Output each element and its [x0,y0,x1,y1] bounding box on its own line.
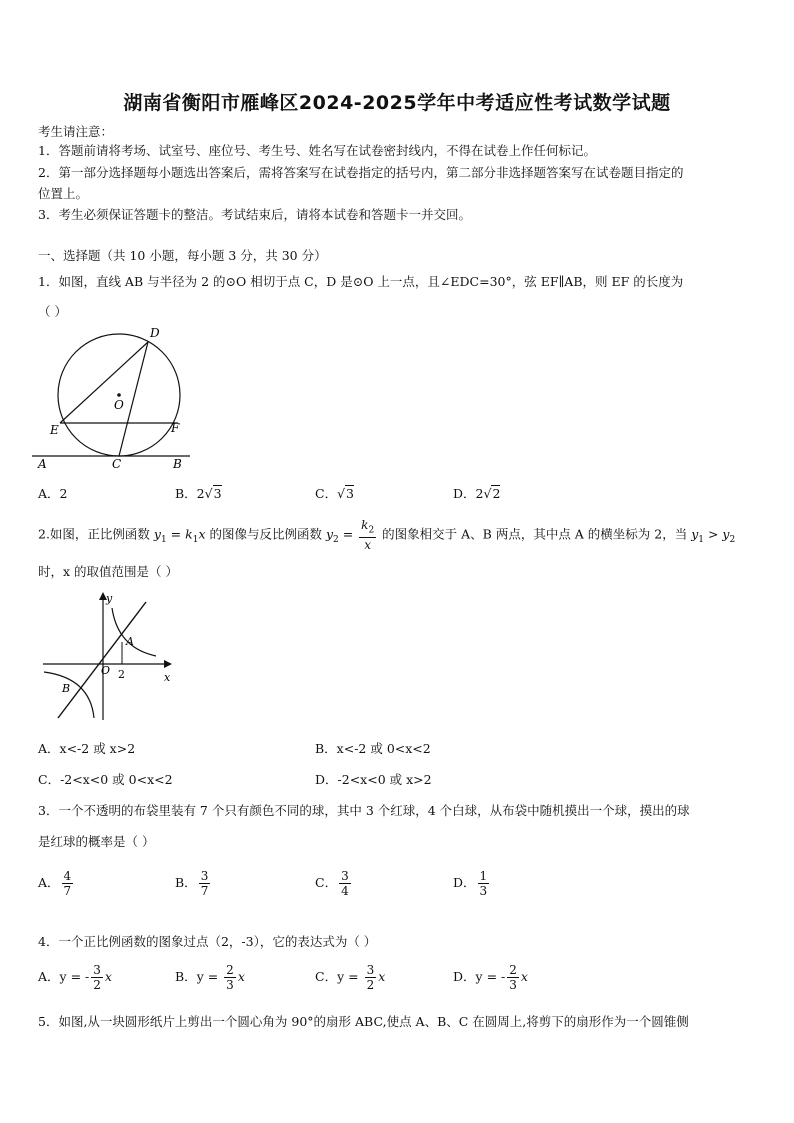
q4-option-b: B．y = $\frac{2}{3}$ x [175,963,245,992]
q3-option-a: A． $\frac{4}{7}$ [38,869,72,898]
q3-option-b: B． $\frac{3}{7}$ [175,869,209,898]
label-O: O [101,664,111,677]
label-y: y [106,592,113,605]
label-F: F [171,421,180,435]
notice-item: 1．答题前请将考场、试室号、座位号、考生号、姓名写在试卷密封线内，不得在试卷上作任何标记。 [38,143,596,158]
q2-option-b: B．x<-2 或 0<x<2 [315,741,431,756]
section-heading: 一、选择题（共 10 小题，每小题 3 分，共 30 分） [38,248,327,263]
q3-text-line2: 是红球的概率是（ ） [38,834,155,849]
q2-figure [38,590,178,722]
q4-option-c: C．y = $\frac{3}{2}$ x [315,963,386,992]
page-title: 湖南省衡阳市雁峰区2024-2025学年中考适应性考试数学试题 [123,92,671,114]
q2-text: 2.如图，正比例函数 $y_1 = k_1x$ 的图像与反比例函数 $y_2$ = $\frac{k_2}{x}$ 的图象相交于 A、B 两点，其中点 A 的横坐标为 2，当 $y_1 > y_2$ [38,518,736,553]
label-A: A [126,635,134,648]
label-C: C [112,457,122,471]
q4-option-d: D．y = - $\frac{2}{3}$ x [453,963,528,992]
label-x: x [164,671,171,684]
notice-item: 2．第一部分选择题每小题选出答案后，需将答案写在试卷指定的括号内，第二部分非选择题答案写在试卷题目指定的 [38,165,684,180]
label-2: 2 [118,668,125,681]
q2-option-d: D．-2<x<0 或 x>2 [315,772,432,787]
q2-option-c: C．-2<x<0 或 0<x<2 [38,772,173,787]
q3-option-d: D． $\frac{1}{3}$ [453,869,488,898]
label-B: B [173,457,182,471]
q1-figure [30,320,200,475]
notice-item: 3．考生必须保证答题卡的整洁。考试结束后，请将本试卷和答题卡一并交回。 [38,207,471,222]
q4-option-a: A．y = - $\frac{3}{2}$ x [38,963,112,992]
q5-text: 5．如图,从一块圆形纸片上剪出一个圆心角为 90°的扇形 ABC,使点 A、B、C 在圆周上,将剪下的扇形作为一个圆锥侧 [38,1014,689,1029]
q1-option-d: D．2√2 [453,486,501,501]
label-B: B [62,682,71,695]
q1-text: 1．如图，直线 AB 与半径为 2 的⊙O 相切于点 C，D 是⊙O 上一点，且∠EDC=30°，弦 EF∥AB，则 EF 的长度为 [38,274,684,289]
label-O: O [114,398,124,412]
q1-bracket: （ ） [38,304,67,319]
q3-text: 3．一个不透明的布袋里装有 7 个只有颜色不同的球，其中 3 个红球，4 个白球，从布袋中随机摸出一个球，摸出的球 [38,803,690,818]
label-D: D [150,326,160,340]
label-E: E [50,423,59,437]
q2-text-line2: 时，x 的取值范围是（ ） [38,564,178,579]
notice-heading: 考生请注意： [38,124,114,139]
notice-item: 位置上。 [38,186,89,201]
q3-option-c: C． $\frac{3}{4}$ [315,869,349,898]
q1-option-b: B．2√3 [175,486,222,501]
q2-option-a: A．x<-2 或 x>2 [38,741,136,756]
label-A: A [38,457,47,471]
q1-option-c: C．√3 [315,486,354,501]
q1-option-a: A．2 [38,486,68,501]
q4-text: 4．一个正比例函数的图象过点（2，-3），它的表达式为（ ） [38,934,377,949]
